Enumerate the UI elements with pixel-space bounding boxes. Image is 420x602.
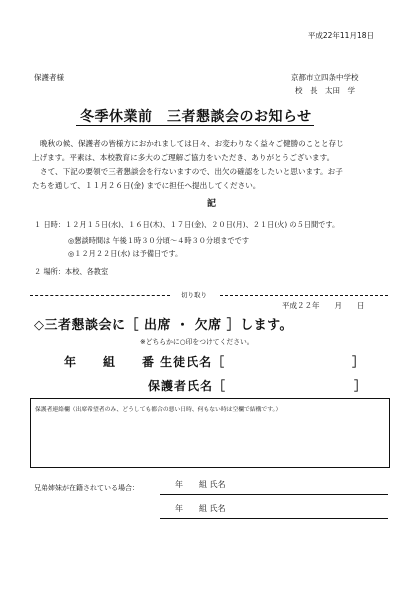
- item-1-note-reserve: ◎１２月２２日(水) は予備日です。: [68, 249, 183, 258]
- body-line-4: たちを通して、１１月２６日(金) までに担任へ提出してください。: [32, 181, 261, 190]
- recipient: 保護者様: [34, 73, 64, 82]
- sibling-1-entry[interactable]: 年 組 氏名: [175, 480, 226, 489]
- document-title: 冬季休業前 三者懇談会のお知らせ: [80, 109, 312, 125]
- sibling-2-underline: [160, 518, 388, 519]
- sibling-2-entry[interactable]: 年 組 氏名: [175, 504, 226, 513]
- ki-heading: 記: [207, 199, 217, 209]
- cut-label: 切り取り: [181, 291, 207, 299]
- sibling-1-underline: [160, 494, 388, 495]
- guardian-name-label: 保護者氏名［: [148, 379, 227, 393]
- sibling-label: 兄弟姉妹が在籍されている場合：: [34, 484, 139, 492]
- document-date: 平成22年11月18日: [307, 31, 374, 40]
- item-1-note-time: ◎懇談時間は 午後１時３０分頃～４時３０分頃までです: [68, 236, 250, 245]
- school-name: 京都市立四条中学校: [291, 73, 359, 82]
- cut-line-left: [30, 295, 170, 296]
- student-name-label: 年 組 番 生徒氏名［: [64, 355, 226, 369]
- reply-date: 平成２２年 月 日: [282, 301, 365, 310]
- contact-box-label: 保護者連絡欄（出席希望者のみ、どうしても都合の悪い日時、何もない時は空欄で結構です。）: [35, 407, 282, 413]
- principal-name: 校 長 太田 学: [295, 86, 355, 95]
- contact-box[interactable]: [30, 398, 390, 468]
- item-2-place: ２ 場所：本校、各教室: [34, 267, 109, 276]
- cut-line-right: [220, 295, 388, 296]
- body-line-2: 上げます。平素は、本校教育に多大のご理解ご協力をいただき、ありがとうございます。: [32, 153, 335, 162]
- attendance-choice[interactable]: ◇三者懇談会に［ 出席 ・ 欠席 ］します。: [34, 318, 294, 333]
- item-1-datetime: １ 日時：１２月１５日(水)、１６日(木)、１７日(金)、２０日(月)、２１日(火) の５日間です。: [34, 220, 340, 229]
- circle-instruction: ※どちらかに○印をつけてください。: [140, 338, 254, 346]
- body-line-3: さて、下記の要領で三者懇談会を行ないますので、出欠の確認をしたいと思います。お子: [40, 167, 343, 176]
- guardian-name-field[interactable]: ］: [354, 379, 367, 393]
- student-name-field[interactable]: ］: [352, 355, 365, 369]
- body-line-1: 晩秋の候、保護者の皆様方におかれましては日々、お変わりなく益々ご健勝のことと存じ: [40, 139, 344, 148]
- title-underline: [76, 125, 314, 126]
